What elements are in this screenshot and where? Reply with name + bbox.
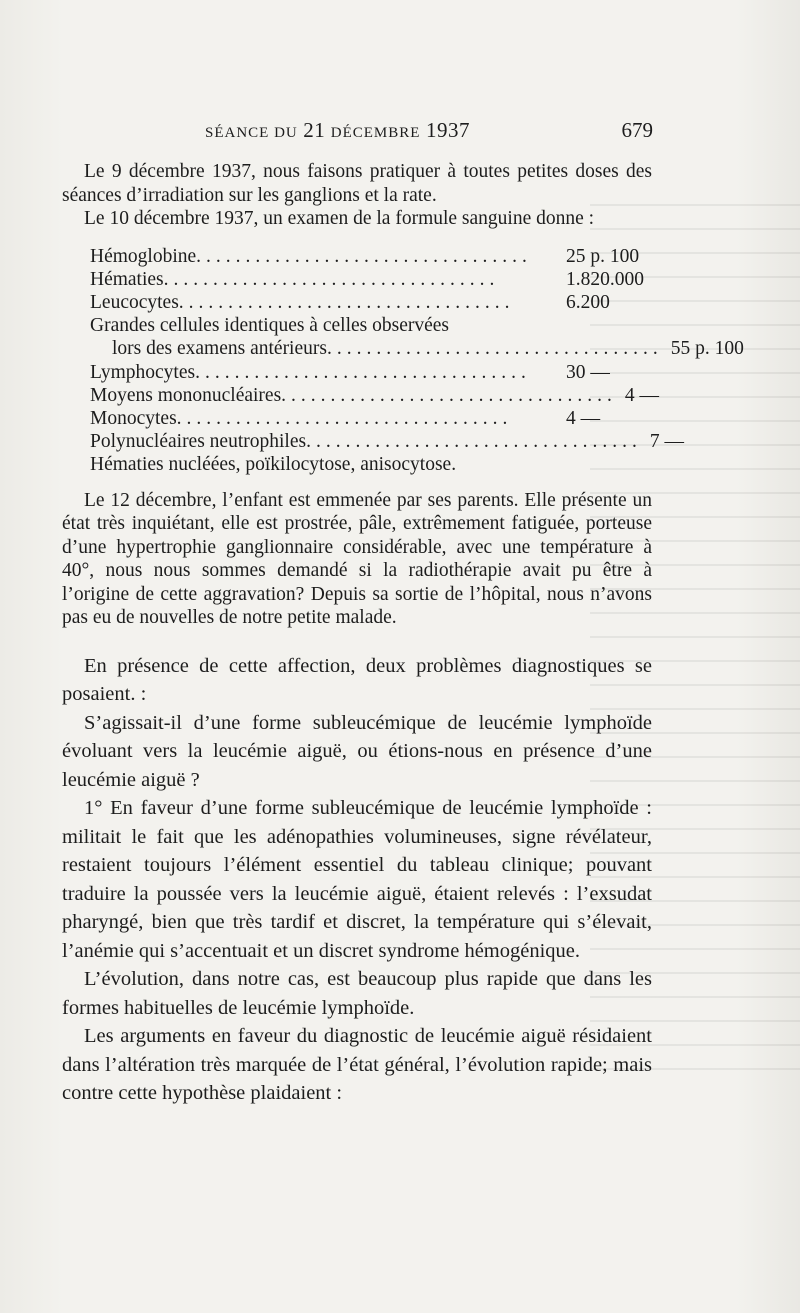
leader-dots: ..................................	[281, 384, 617, 406]
leader-dots: ..................................	[178, 291, 515, 313]
table-row	[90, 245, 650, 268]
row-label: Leucocytes	[90, 291, 179, 313]
header-title-month: DÉCEMBRE	[330, 125, 421, 141]
row-value: 6.200	[566, 291, 610, 313]
table-row	[90, 314, 650, 337]
page-number: 679	[621, 118, 653, 142]
table-row	[90, 291, 650, 314]
row-value: 4 —	[624, 384, 660, 406]
row-value: 55 p. 100	[670, 338, 744, 360]
row-label: Monocytes	[90, 407, 177, 429]
row-label: Polynucléaires neutrophiles	[90, 431, 307, 453]
row-label: Lymphocytes	[90, 361, 196, 383]
paragraph-evolution: L’évolution, dans notre cas, est beaucoup plus rapide que dans les formes habituelles de leucémie lymphoïde.	[62, 968, 652, 1019]
header-title-year: 1937	[425, 118, 470, 142]
header-title-day: 21	[303, 118, 326, 142]
leader-dots: ..................................	[163, 268, 500, 290]
leader-dots: ..................................	[326, 338, 663, 360]
paragraph-irradiation: Le 9 décembre 1937, nous faisons pratiquer à toutes petites doses des séances d’irradiation sur les ganglions et la rate.	[62, 161, 652, 206]
row-value: 30 —	[566, 361, 610, 383]
leader-dots: ..................................	[176, 407, 513, 429]
header-title-prefix: SÉANCE DU	[205, 125, 298, 141]
table-row	[90, 337, 744, 360]
row-value: 25 p. 100	[566, 245, 640, 267]
table-row	[90, 268, 650, 291]
paragraph-arguments-acute: Les arguments en faveur du diagnostic de leucémie aiguë résidaient dans l’altération très marquée de l’état général, l’évolution rapide; mais contre cette hypothèse plaidaient :	[62, 1025, 652, 1105]
row-value: 4 —	[566, 407, 601, 429]
paragraph-problems: En présence de cette affection, deux problèmes diagnostiques se posaient. :	[62, 654, 652, 706]
paragraph-blood-formula-intro: Le 10 décembre 1937, un examen de la formule sanguine donne :	[84, 208, 595, 229]
row-label: Grandes cellules identiques à celles observées	[90, 315, 449, 337]
paragraph-question: S’agissait-il d’une forme subleucémique de leucémie lymphoïde évoluant vers la leucémie aiguë, ou étions-nous en présence d’une leucémie aiguë ?	[62, 711, 652, 791]
row-value: 1.820.000	[566, 268, 644, 290]
row-label: lors des examens antérieurs	[112, 338, 327, 360]
row-label: Hématies	[90, 268, 164, 290]
blood-formula-table	[90, 245, 744, 477]
paragraph-departure: Le 12 décembre, l’enfant est emmenée par ses parents. Elle présente un état très inquiétant, elle est prostrée, pâle, extrêmement fatiguée, porteuse d’une hypertrophie ganglionnaire considérable, avec une température à 40°, nous nous sommes demandé si la radiothérapie avait pu être à l’origine de cette aggravation? Depuis sa sortie de l’hôpital, nous n’avons pas eu de nouvelles de notre petite malade.	[62, 489, 652, 629]
table-row	[90, 453, 650, 476]
table-row	[90, 407, 650, 430]
table-row	[90, 384, 660, 407]
row-label: Hématies nucléées, poïkilocytose, anisocytose.	[90, 454, 457, 476]
table-row	[90, 430, 684, 453]
leader-dots: ..................................	[195, 361, 531, 383]
paragraph-argument-subleucemic: 1° En faveur d’une forme subleucémique de leucémie lymphoïde : militait le fait que les adénopathies volumineuses, signe révélateur, restaient toujours l’élément essentiel du tableau clinique; pouvant traduire la poussée vers la leucémie aiguë, étaient relevés : l’exsudat pharyngé, bien que très tardif et discret, la température qui s’élevait, l’anémie qui s’accentuait et un discret syndrome hémogénique.	[62, 797, 652, 962]
leader-dots: ..................................	[196, 245, 532, 267]
table-row	[90, 361, 650, 384]
header-title	[205, 118, 470, 143]
row-label: Hémoglobine	[90, 245, 197, 267]
body-text	[62, 160, 744, 1108]
running-header	[205, 118, 653, 148]
section-gap	[62, 630, 652, 652]
row-label: Moyens mononucléaires	[90, 384, 282, 406]
row-value: 7 —	[649, 431, 684, 453]
leader-dots: ..................................	[306, 431, 642, 453]
